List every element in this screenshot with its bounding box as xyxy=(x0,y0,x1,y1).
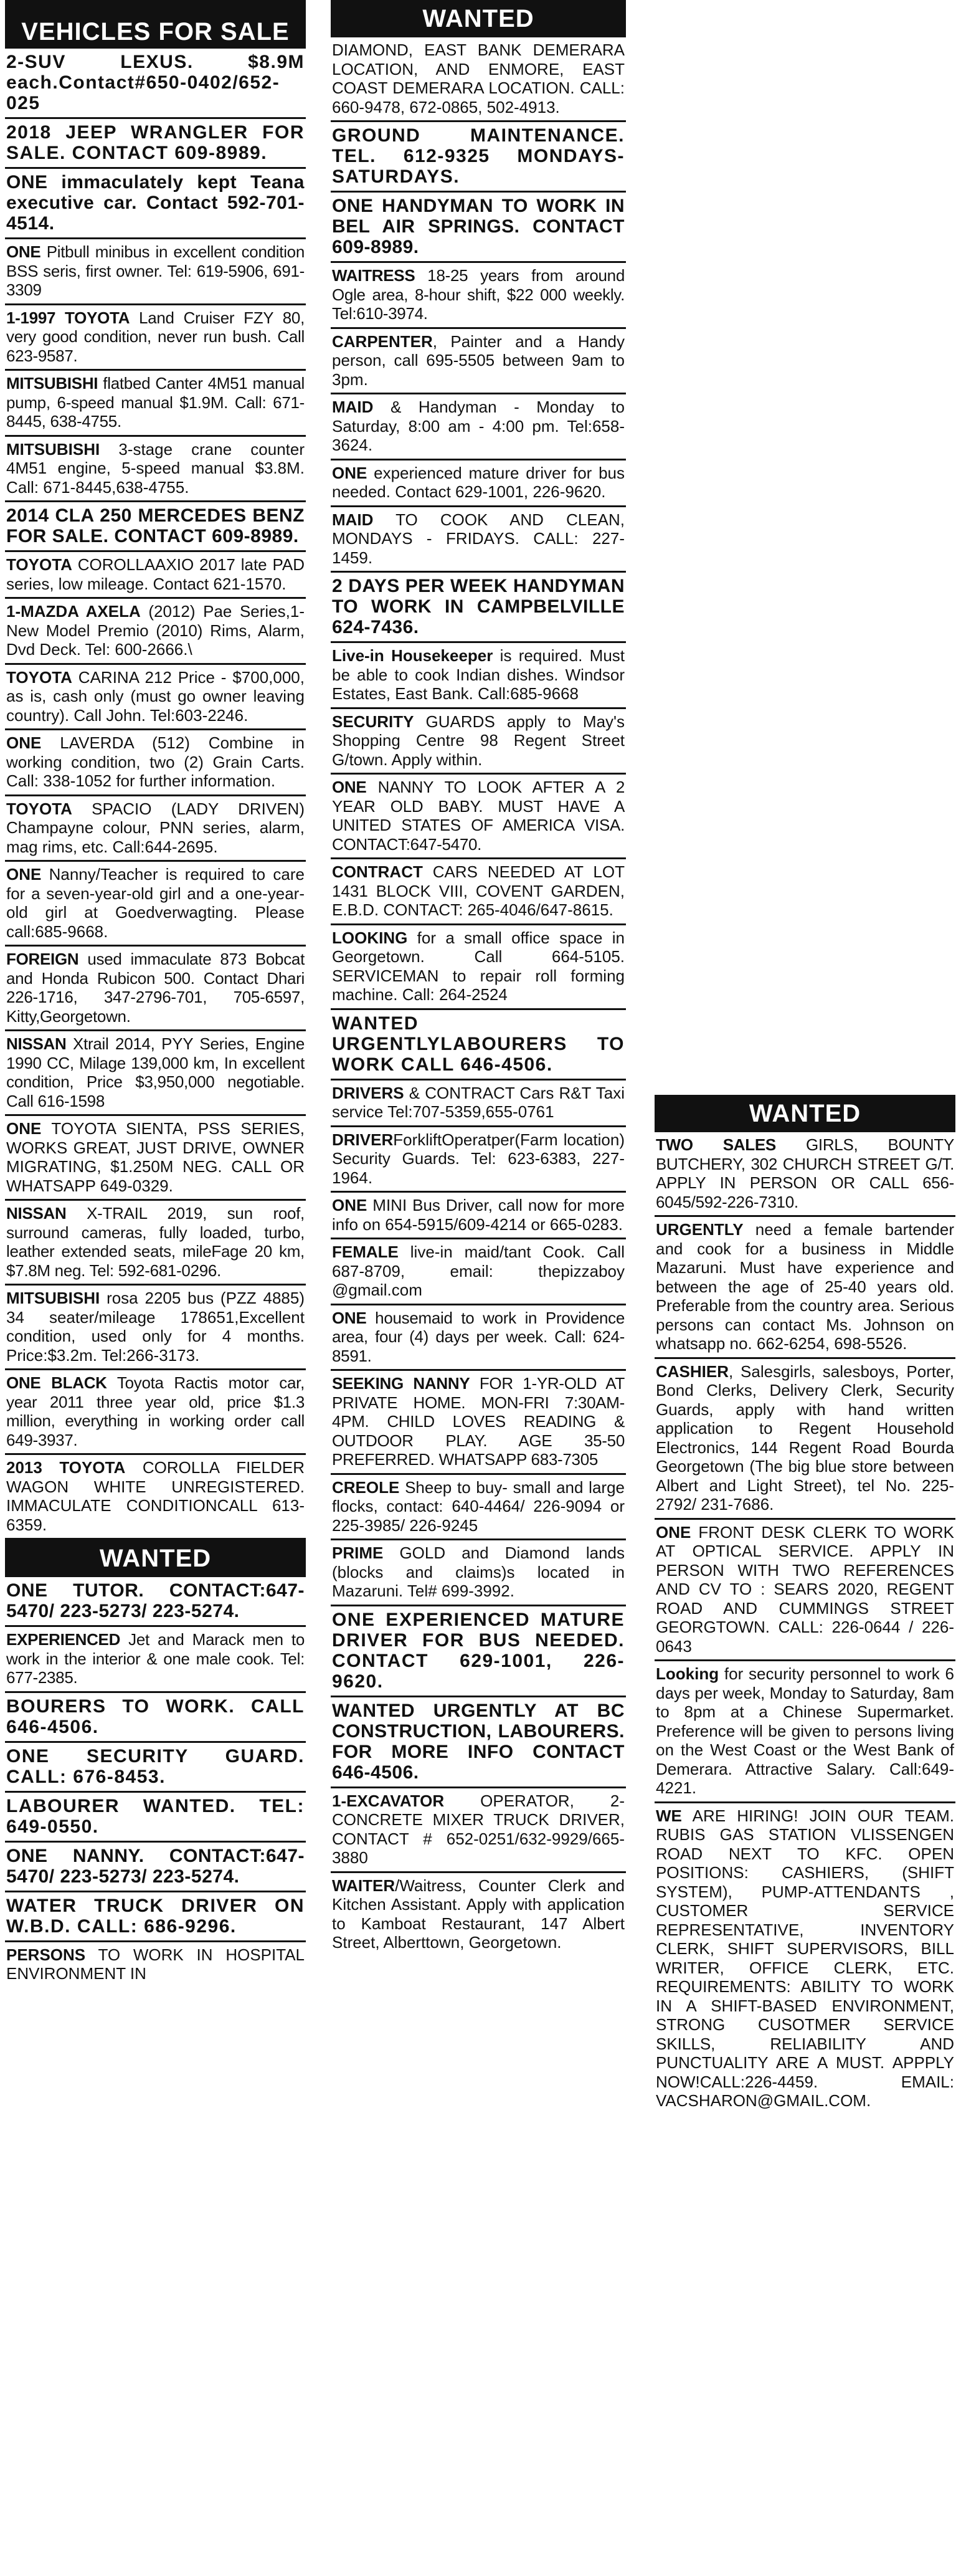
classified-ad xyxy=(655,1217,955,1359)
classified-ad xyxy=(331,1606,626,1697)
classified-ad xyxy=(5,49,306,119)
ad-body-text: ARE HIRING! JOIN OUR TEAM. RUBIS GAS STATION VLISSENGEN ROAD NEXT TO KFC. OPEN POSITIONS: CASHIERS, (SHIFT SYSTEM), PUMP-ATTENDANTS , CUSTOMER SERVICE REPRESENTATIVE, INVENTORY CLERK, SHIFT SUPERVISORS, BILL WRITER, OFFICE CLERK, ETC. REQUIREMENTS: ABILITY TO WORK IN A SHIFT-BASED ENVIRONMENT, STRONG CUSOTMER SERVICE SKILLS, RELIABILITY AND PUNCTUALITY ARE A MUST. APPPLY NOW!CALL:226-4459. EMAIL: VACSHARON@GMAIL.COM. xyxy=(656,1806,954,2110)
ad-lead-text: LOOKING xyxy=(332,928,408,947)
ad-lead-text: Live-in Housekeeper xyxy=(332,646,493,665)
classified-ad xyxy=(5,371,306,437)
ad-body-text: 18-25 years from around Ogle area, 8-hour shift, $22 000 weekly. Tel:610-3974. xyxy=(332,266,625,323)
ad-lead-text: MAID xyxy=(332,398,374,416)
ad-body-text: used immaculate 873 Bobcat and Honda Rubicon 500. Contact Dhari 226-1716, 347-2796-701, 705-6597, Kitty,Georgetown. xyxy=(6,950,305,1026)
ad-body-text: COROLLA FIELDER WAGON WHITE UNREGISTERED. IMMACULATE CONDITIONCALL 613-6359. xyxy=(6,1458,305,1534)
ad-body-text: LAVERDA (512) Combine in working condition, two (2) Grain Carts. Call: 338-1052 for further information. xyxy=(6,733,305,790)
ad-lead-text: ONE xyxy=(332,1308,367,1327)
classified-ad xyxy=(5,1577,306,1627)
ad-lead-text: ONE xyxy=(332,463,367,482)
ad-lead-text: WAITER xyxy=(332,1876,395,1895)
classified-ad xyxy=(5,1031,306,1116)
ad-lead-text: 2013 TOYOTA xyxy=(6,1458,126,1477)
ad-body-text: Xtrail 2014, PYY Series, Engine 1990 CC, Milage 139,000 km, In excellent condition, Price $3,950,000 negotiable. Call 616-1598 xyxy=(6,1034,305,1110)
ad-lead-text: ONE xyxy=(6,865,42,884)
ad-lead-text: TWO SALES xyxy=(656,1135,776,1154)
ad-lead-text: DRIVERS xyxy=(332,1083,404,1102)
ad-lead-text: FEMALE xyxy=(332,1243,399,1261)
ad-body-text: experienced mature driver for bus needed. Contact 629-1001, 226-9620. xyxy=(332,463,625,501)
ad-body-text: is required. Must be able to cook Indian dishes. Windsor Estates, East Bank. Call:685-9668 xyxy=(332,646,625,703)
ad-lead-text: ONE TUTOR. CONTACT:647-5470/ 223-5273/ 223-5274. xyxy=(6,1580,305,1621)
ad-body-text: housemaid to work in Providence area, four (4) days per week. Call: 624-8591. xyxy=(332,1308,625,1365)
classified-ad xyxy=(5,502,306,552)
classified-ad xyxy=(5,1286,306,1370)
classified-ad xyxy=(331,263,626,329)
ad-body-text: FRONT DESK CLERK TO WORK AT OPTICAL SERVICE. APPLY IN PERSON WITH TWO REFERENCES AND CV TO : SEARS 2020, REGENT ROAD AND CUMMINGS STREET GEORGTOWN. CALL: 226-0644 / 226-0643 xyxy=(656,1522,954,1656)
wanted-ads-list-1 xyxy=(5,1577,306,1987)
ad-lead-text: SECURITY xyxy=(332,712,414,731)
wanted-ads-list-3 xyxy=(655,1132,955,2114)
classified-ad xyxy=(655,1359,955,1520)
ad-lead-text: EXPERIENCED xyxy=(6,1630,121,1649)
ad-body-text: ForkliftOperatper(Farm location) Security Guards. Tel: 623-6383, 227-1964. xyxy=(332,1130,625,1187)
ad-lead-text: ONE immaculately kept Teana executive car. Contact 592-701-4514. xyxy=(6,172,305,234)
ad-lead-text: Looking xyxy=(656,1664,719,1683)
ad-body-text: CARINA 212 Price - $700,000, as is, cash only (must go owner leaving country). Call John. Tel:603-2246. xyxy=(6,667,305,725)
classified-ad xyxy=(331,1127,626,1193)
ad-lead-text: TOYOTA xyxy=(6,667,72,687)
ad-lead-text: DRIVER xyxy=(332,1130,394,1149)
ad-lead-text: BOURERS TO WORK. CALL 646-4506. xyxy=(6,1696,305,1737)
blank-space xyxy=(655,0,955,1095)
ad-lead-text: MITSUBISHI xyxy=(6,374,98,393)
classified-ad xyxy=(331,507,626,573)
ad-lead-text: ONE HANDYMAN TO WORK IN BEL AIR SPRINGS. CONTACT 609-8989. xyxy=(332,196,625,257)
classified-ad xyxy=(5,1693,306,1743)
ad-lead-text: MITSUBISHI xyxy=(6,1289,100,1307)
ad-body-text: TOYOTA SIENTA, PSS SERIES, WORKS GREAT, JUST DRIVE, OWNER MIGRATING, $1.250M NEG. CALL OR WHATSAPP 649-0329. xyxy=(6,1119,305,1195)
ad-body-text: & Handyman - Monday to Saturday, 8:00 am - 4:00 pm. Tel:658-3624. xyxy=(332,398,625,454)
ad-lead-text: CASHIER xyxy=(656,1362,729,1381)
ad-body-text: SPACIO (LADY DRIVEN) Champayne colour, PNN series, alarm, mag rims, etc. Call:644-2695. xyxy=(6,799,305,856)
ad-lead-text: NISSAN xyxy=(6,1034,67,1053)
classified-ad xyxy=(331,1193,626,1239)
vehicle-ads-list xyxy=(5,49,306,1540)
classified-ad xyxy=(331,643,626,709)
ad-lead-text: ONE xyxy=(332,778,367,796)
classified-ad xyxy=(5,1116,306,1201)
classified-ad xyxy=(331,1010,626,1080)
ad-lead-text: MITSUBISHI xyxy=(6,439,100,459)
classified-ad xyxy=(5,1627,306,1693)
classified-ad xyxy=(5,796,306,862)
ad-body-text: Sheep to buy- small and large flocks, contact: 640-4464/ 226-9094 or 225-3985/ 226-9245 xyxy=(332,1477,625,1535)
ad-body-text: NANNY TO LOOK AFTER A 2 YEAR OLD BABY. MUST HAVE A UNITED STATES OF AMERICA VISA. CONTACT:647-5470. xyxy=(332,778,625,854)
ad-lead-text: URGENTLY xyxy=(656,1220,744,1239)
ad-body-text: GIRLS, BOUNTY BUTCHERY, 302 CHURCH STREET G/T. APPLY IN PERSON OR CALL 656-6045/592-226-7310. xyxy=(656,1135,954,1211)
classified-ad xyxy=(5,1892,306,1942)
ad-lead-text: TOYOTA xyxy=(6,799,72,818)
column-wanted-3 xyxy=(655,0,955,2576)
ad-lead-text: SEEKING NANNY xyxy=(332,1374,470,1393)
ad-lead-text: ONE xyxy=(6,733,42,752)
ad-lead-text: 2014 CLA 250 MERCEDES BENZ FOR SALE. CONTACT 609-8989. xyxy=(6,505,305,546)
ad-body-text: need a female bartender and cook for a business in Middle Mazaruni. Must have experience and between the age of 25-40 years old. Preferable from the country area. Serious persons can contact Ms. Johnson on whatsapp no. 662-6254, 698-5526. xyxy=(656,1220,954,1353)
ad-body-text: live-in maid/tant Cook. Call 687-8709, email: thepizzaboy @gmail.com xyxy=(332,1243,625,1299)
classified-ad xyxy=(655,1520,955,1662)
ad-lead-text: WE xyxy=(656,1806,682,1825)
ad-lead-text: WAITRESS xyxy=(332,266,415,285)
ad-lead-text: 2 DAYS PER WEEK HANDYMAN TO WORK IN CAMPBELVILLE 624-7436. xyxy=(332,576,625,637)
classified-ad xyxy=(331,573,626,643)
ad-lead-text: 1-MAZDA AXELA xyxy=(6,602,141,621)
ad-lead-text: PERSONS xyxy=(6,1945,86,1964)
ad-lead-text: ONE xyxy=(656,1522,691,1542)
ad-body-text: OPERATOR, 2- CONCRETE MIXER TRUCK DRIVER, CONTACT # 652-0251/632-9929/665-3880 xyxy=(332,1791,625,1867)
ad-body-text: , Painter and a Handy person, call 695-5505 between 9am to 3pm. xyxy=(332,332,625,389)
ad-lead-text: 1-EXCAVATOR xyxy=(332,1791,445,1810)
ad-lead-text: ONE SECURITY GUARD. CALL: 676-8453. xyxy=(6,1745,305,1787)
ad-lead-text: CARPENTER xyxy=(332,332,433,351)
ad-body-text: COROLLAAXIO 2017 late PAD series, low mileage. Contact 621-1570. xyxy=(6,555,305,593)
classified-ad xyxy=(5,552,306,599)
ad-lead-text: ONE xyxy=(332,1196,367,1214)
classified-ad xyxy=(5,1455,306,1540)
section-header-wanted-1: WANTED xyxy=(5,1540,306,1577)
section-header-wanted-2: WANTED xyxy=(331,0,626,37)
ad-lead-text: 1-1997 TOYOTA xyxy=(6,308,130,327)
classified-ad xyxy=(5,1942,306,1987)
classified-ad xyxy=(5,437,306,503)
classified-ad xyxy=(331,37,626,122)
classified-ad xyxy=(5,1743,306,1793)
ad-body-text: Nanny/Teacher is required to care for a seven-year-old girl and a one-year-old girl at Goedverwagting. Please call:685-9668. xyxy=(6,865,305,941)
ad-body-text: (2012) Pae Series,1- New Model Premio (2010) Rims, Alarm, Dvd Deck. Tel: 600-2666.\ xyxy=(6,602,305,659)
ad-body-text: TO COOK AND CLEAN, MONDAYS - FRIDAYS. CALL: 227-1459. xyxy=(332,510,625,567)
classified-ad xyxy=(331,1788,626,1873)
section-header-wanted-3: WANTED xyxy=(655,1095,955,1132)
ad-lead-text: NISSAN xyxy=(6,1204,67,1223)
ad-body-text: GOLD and Diamond lands (blocks and claims)s located in Mazaruni. Tel# 699-3992. xyxy=(332,1543,625,1600)
classified-ad xyxy=(331,709,626,775)
ad-lead-text: 2-SUV LEXUS. $8.9M each.Contact#650-0402/652-025 xyxy=(6,52,305,113)
ad-body-text: Jet and Marack men to work in the interior & one male cook. Tel: 677-2385. xyxy=(6,1630,305,1687)
classified-ad xyxy=(331,1697,626,1788)
classified-ad xyxy=(331,329,626,395)
ad-body-text: for a small office space in Georgetown. Call 664-5105. SERVICEMAN to repair roll forming machine. Call: 264-2524 xyxy=(332,928,625,1004)
classified-ad xyxy=(5,169,306,239)
column-vehicles-for-sale xyxy=(5,0,306,2576)
wanted-ads-list-2 xyxy=(331,37,626,1956)
classified-ad xyxy=(331,460,626,507)
ad-lead-text: WANTED URGENTLYLABOURERS TO WORK CALL 646-4506. xyxy=(332,1013,625,1075)
ad-body-text: FOR 1-YR-OLD AT PRIVATE HOME. MON-FRI 7:30AM-4PM. CHILD LOVES READING & OUTDOOR PLAY. AGE 35-50 PREFERRED. WHATSAPP 683-7305 xyxy=(332,1374,625,1469)
ad-lead-text: WANTED URGENTLY AT BC CONSTRUCTION, LABOURERS. FOR MORE INFO CONTACT 646-4506. xyxy=(332,1700,625,1783)
classified-ad xyxy=(5,119,306,169)
ad-lead-text: 2018 JEEP WRANGLER FOR SALE. CONTACT 609-8989. xyxy=(6,122,305,163)
classified-ad xyxy=(331,1475,626,1541)
classified-ad xyxy=(655,1132,955,1217)
section-header-vehicles: VEHICLES FOR SALE xyxy=(5,0,306,49)
ad-body-text: rosa 2205 bus (PZZ 4885) 34 seater/mileage 178651,Excellent condition, used only for 4 months. Price:$3.2m. Tel:266-3173. xyxy=(6,1289,305,1365)
ad-body-text: /Waitress, Counter Clerk and Kitchen Assistant. Apply with application to Kamboat Restaurant, 147 Albert Street, Alberttown, Georgetown. xyxy=(332,1876,625,1952)
column-wanted-2 xyxy=(331,0,626,2576)
ad-lead-text: GROUND MAINTENANCE. TEL. 612-9325 MONDAYS-SATURDAYS. xyxy=(332,125,625,187)
ad-lead-text: TOYOTA xyxy=(6,555,72,574)
ad-body-text: , Salesgirls, salesboys, Porter, Bond Clerks, Delivery Clerk, Security Guards, apply with hand written application to Regent Household Electronics, 144 Regent Road Bourda Georgetown (The big blue store between Albert and Light Street), tel No. 225-2792/ 231-7686. xyxy=(656,1362,954,1514)
ad-body-text: TO WORK IN HOSPITAL ENVIRONMENT IN xyxy=(6,1945,305,1983)
ad-body-text: MINI Bus Driver, call now for more info on 654-5915/609-4214 or 665-0283. xyxy=(332,1196,625,1234)
classified-ad xyxy=(5,1793,306,1843)
ad-lead-text: WATER TRUCK DRIVER ON W.B.D. CALL: 686-9296. xyxy=(6,1895,305,1937)
ad-body-text: 3-stage crane counter 4M51 engine, 5-speed manual $3.8M. Call: 671-8445,638-4755. xyxy=(6,439,305,497)
ad-lead-text: ONE NANNY. CONTACT:647-5470/ 223-5273/ 223-5274. xyxy=(6,1845,305,1887)
ad-body-text: X-TRAIL 2019, sun roof, surround cameras, fully loaded, turbo, leather extended seats, mileFage 20 km, $7.8M neg. Tel: 592-681-0296. xyxy=(6,1204,305,1280)
classified-ad xyxy=(331,122,626,193)
ad-lead-text: LABOURER WANTED. TEL: 649-0550. xyxy=(6,1795,305,1837)
classified-ad xyxy=(331,1540,626,1606)
classified-ad xyxy=(331,1873,626,1956)
classified-ad xyxy=(331,925,626,1010)
ad-lead-text: ONE BLACK xyxy=(6,1373,107,1392)
classified-ad xyxy=(5,730,306,796)
classified-ad xyxy=(331,1080,626,1127)
ad-body-text: CARS NEEDED AT LOT 1431 BLOCK VIII, COVENT GARDEN, E.B.D. CONTACT: 265-4046/647-8615. xyxy=(332,862,625,919)
classified-ad xyxy=(331,193,626,263)
classified-ad xyxy=(5,1843,306,1892)
ad-body-text: Land Cruiser FZY 80, very good condition, never run bush. Call 623-9587. xyxy=(6,308,305,365)
ad-lead-text: MAID xyxy=(332,510,374,529)
ad-body-text: & CONTRACT Cars R&T Taxi service Tel:707-5359,655-0761 xyxy=(332,1083,625,1121)
ad-lead-text: ONE EXPERIENCED MATURE DRIVER FOR BUS NEEDED. CONTACT 629-1001, 226-9620. xyxy=(332,1609,625,1692)
classified-ad xyxy=(655,1803,955,2114)
classified-ad xyxy=(331,1239,626,1305)
classified-ad xyxy=(655,1661,955,1803)
ad-lead-text: FOREIGN xyxy=(6,950,79,968)
ad-lead-text: PRIME xyxy=(332,1543,384,1562)
classified-ad xyxy=(5,947,306,1031)
ad-body-text: Toyota Ractis motor car, year 2011 three year old, price $1.3 million, everything in working order call 649-3937. xyxy=(6,1373,305,1449)
ad-body-text: for security personnel to work 6 days per week, Monday to Saturday, 8am to 8pm at a Chinese Supermarket. Preference will be given to persons living on the West Coast or the West Bank of Demerara. Attractive Salary. Call:649-4221. xyxy=(656,1664,954,1797)
classified-ad xyxy=(331,1305,626,1371)
classified-ad xyxy=(5,862,306,947)
classified-ad xyxy=(5,665,306,731)
classified-ad xyxy=(331,775,626,859)
classified-ad xyxy=(5,1201,306,1286)
classified-ad xyxy=(5,1370,306,1455)
classified-ad xyxy=(331,394,626,460)
ad-lead-text: CREOLE xyxy=(332,1477,400,1497)
classified-ad xyxy=(331,859,626,925)
classified-ad xyxy=(5,305,306,371)
ad-body-text: flatbed Canter 4M51 manual pump, 6-speed manual $1.9M. Call: 671-8445, 638-4755. xyxy=(6,374,305,431)
ad-body-text: GUARDS apply to May's Shopping Centre 98 Regent Street G/town. Apply within. xyxy=(332,712,625,769)
ad-body-text: DIAMOND, EAST BANK DEMERARA LOCATION, AND ENMORE, EAST COAST DEMERARA LOCATION. CALL: 660-9478, 672-0865, 502-4913. xyxy=(332,41,625,117)
classified-ad xyxy=(5,239,306,305)
classified-ad xyxy=(5,599,306,665)
classified-ad xyxy=(331,1371,626,1475)
ad-lead-text: ONE xyxy=(6,1119,42,1138)
ad-lead-text: CONTRACT xyxy=(332,862,423,881)
ad-body-text: Pitbull minibus in excellent condition BSS seris, first owner. Tel: 619-5906, 691-3309 xyxy=(6,242,305,299)
ad-lead-text: ONE xyxy=(6,242,41,261)
